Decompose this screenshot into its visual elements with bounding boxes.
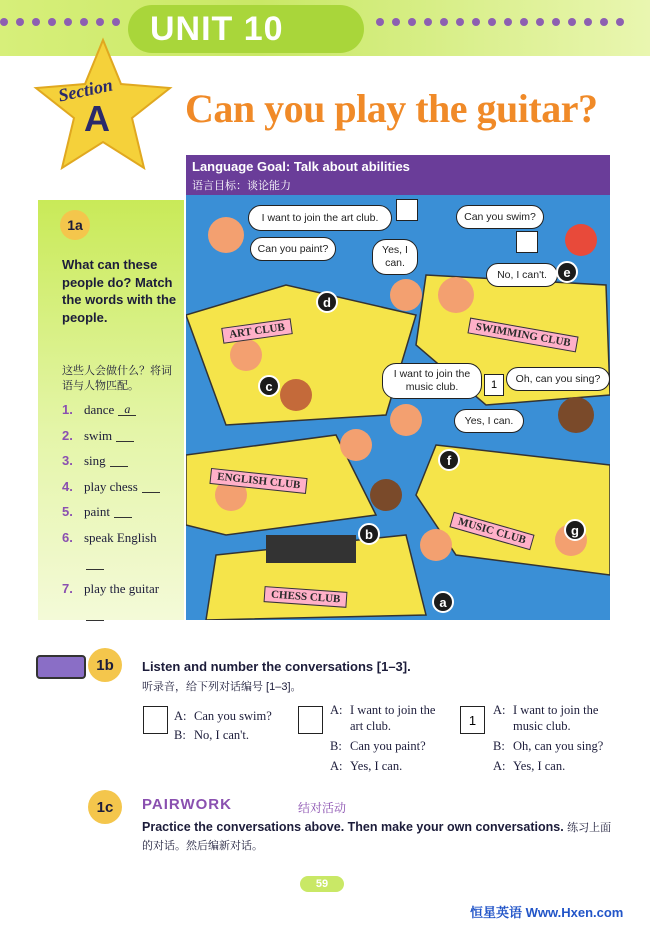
label-b: b xyxy=(358,523,380,545)
pairwork-title: PAIRWORK xyxy=(142,796,232,813)
exercise-1a-instruction: What can these people do? Match the words with the people. xyxy=(62,257,177,325)
exercise-1b-badge: 1b xyxy=(88,648,122,682)
answer-blank[interactable] xyxy=(116,428,134,442)
label-f: f xyxy=(438,449,460,471)
list-item xyxy=(62,428,184,454)
item-text: speak English xyxy=(84,529,157,545)
answer-box-3[interactable]: 1 xyxy=(460,706,485,734)
unit-title: UNIT 10 xyxy=(150,10,284,48)
banner-chess-club: CHESS CLUB xyxy=(264,586,348,608)
pairwork-text-cn: 练习上面的对话。然后编新对话。 xyxy=(142,822,612,852)
item-text: swim xyxy=(84,427,113,443)
list-item xyxy=(62,504,184,530)
number-box-music[interactable]: 1 xyxy=(484,374,504,396)
cassette-icon xyxy=(36,655,86,679)
banner-art-club: ART CLUB xyxy=(221,318,292,344)
banner-swimming-club: SWIMMING CLUB xyxy=(467,318,578,353)
item-number: 3. xyxy=(62,453,73,468)
exercise-1b-title: Listen and number the conversations [1–3]. xyxy=(142,659,411,674)
list-item xyxy=(62,530,184,556)
item-number: 2. xyxy=(62,427,73,443)
list-item xyxy=(62,402,184,428)
item-number: 7. xyxy=(62,580,73,596)
answer-blank[interactable] xyxy=(114,504,132,518)
language-goal-bar xyxy=(186,155,610,195)
banner-english-club: ENGLISH CLUB xyxy=(209,468,308,494)
pairwork-instruction xyxy=(142,819,622,855)
item-text: play the guitar xyxy=(84,580,160,596)
number-box-swim[interactable] xyxy=(516,231,538,253)
dot-row-left xyxy=(0,18,120,28)
bubble-can-sing: Oh, can you sing? xyxy=(506,367,610,391)
lesson-title: Can you play the guitar? xyxy=(185,86,598,131)
answer-box-1[interactable] xyxy=(143,706,168,734)
conversation-3: A: I want to join the music club. B: Oh, can you sing? A: Yes, I can. xyxy=(493,703,604,773)
bubble-no: No, I can't. xyxy=(486,263,558,287)
item-number: 5. xyxy=(62,504,73,519)
list-item xyxy=(62,581,184,607)
answer-box-2[interactable] xyxy=(298,706,323,734)
site-watermark[interactable]: 恒星英语 Www.Hxen.com xyxy=(470,905,624,920)
answer-blank[interactable] xyxy=(142,479,160,493)
bubble-yes-1: Yes, I can. xyxy=(372,239,418,275)
pairwork-title-cn: 结对活动 xyxy=(298,801,347,815)
banner-music-club: MUSIC CLUB xyxy=(449,512,534,551)
item-text: play chess xyxy=(84,478,138,494)
list-item xyxy=(62,555,184,581)
item-number: 1. xyxy=(62,402,73,417)
section-word: Section xyxy=(56,74,115,106)
page-number: 59 xyxy=(300,876,344,892)
club-fair-illustration xyxy=(186,195,610,620)
label-d: d xyxy=(316,291,338,313)
item-text: paint xyxy=(84,504,110,519)
language-goal-cn: 语言目标：谈论能力 xyxy=(192,180,291,192)
bubble-can-paint: Can you paint? xyxy=(250,237,336,261)
list-item xyxy=(62,453,184,479)
item-number: 6. xyxy=(62,529,73,545)
label-g: g xyxy=(564,519,586,541)
exercise-1b-title-cn: 听录音，给下列对话编号 [1–3]。 xyxy=(142,681,302,693)
label-c: c xyxy=(258,375,280,397)
list-item xyxy=(62,606,184,632)
item-number: 4. xyxy=(62,478,73,494)
conversation-1: A: Can you swim? B: No, I can't. xyxy=(174,709,272,742)
item-text: sing xyxy=(84,453,106,468)
exercise-1c-badge: 1c xyxy=(88,790,122,824)
dot-row-right xyxy=(376,18,624,28)
answer-blank[interactable] xyxy=(86,555,104,570)
bubble-can-swim: Can you swim? xyxy=(456,205,544,229)
answer-blank[interactable] xyxy=(86,606,104,621)
bubble-join-music: I want to join the music club. xyxy=(382,363,482,399)
exercise-1a-instruction-cn: 这些人会做什么？将词语与人物匹配。 xyxy=(62,365,172,392)
list-item xyxy=(62,479,184,505)
answer-blank[interactable] xyxy=(110,453,128,467)
number-box-art[interactable] xyxy=(396,199,418,221)
bubble-join-art: I want to join the art club. xyxy=(248,205,392,231)
language-goal: Language Goal: Talk about abilities xyxy=(192,159,410,174)
conversation-2: A: I want to join the art club. B: Can you paint? A: Yes, I can. xyxy=(330,703,436,773)
exercise-1a-list xyxy=(62,402,184,632)
label-e: e xyxy=(556,261,578,283)
bubble-yes-2: Yes, I can. xyxy=(454,409,524,433)
pairwork-text: Practice the conversations above. Then make your own conversations. xyxy=(142,820,564,834)
answer-blank[interactable]: a xyxy=(118,402,136,416)
item-text: dance xyxy=(84,402,115,417)
exercise-1a-badge: 1a xyxy=(60,210,90,240)
section-letter: A xyxy=(84,98,110,139)
label-a: a xyxy=(432,591,454,613)
